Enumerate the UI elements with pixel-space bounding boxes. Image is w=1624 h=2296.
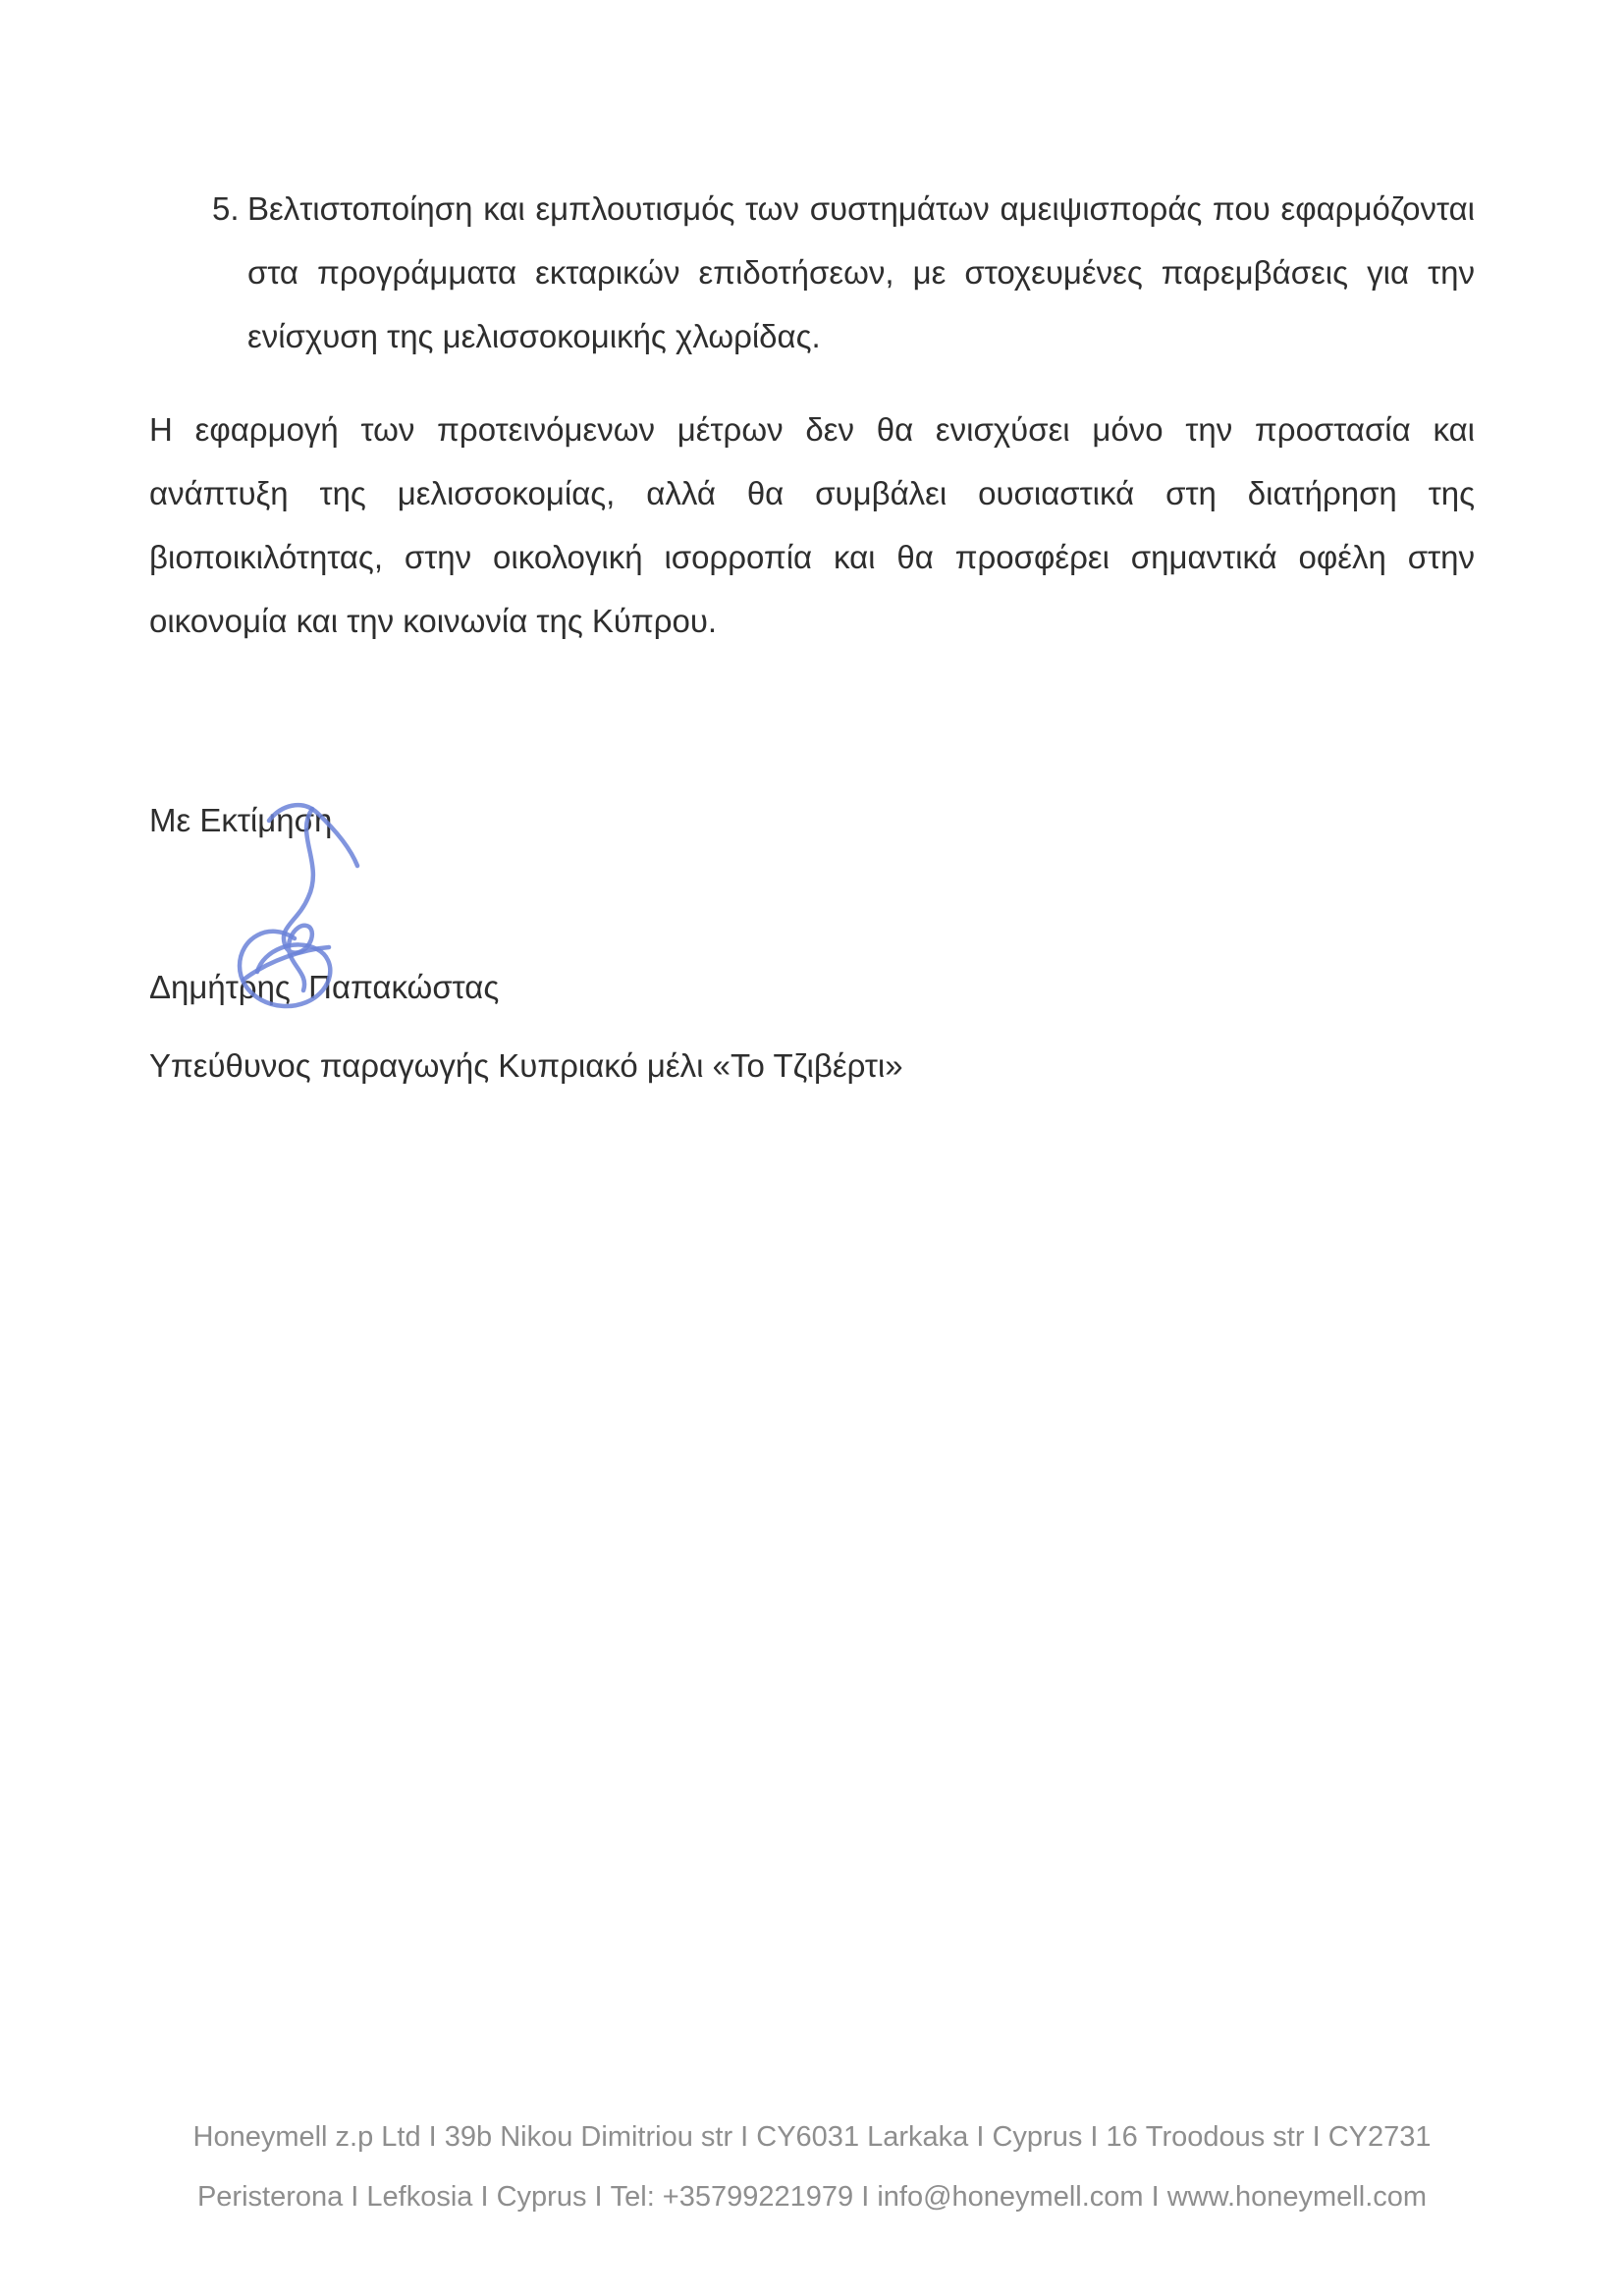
letterhead-footer [0,2108,1624,2227]
footer-line-2: Peristerona Ι Lefkosia Ι Cyprus Ι Tel: +35799221979 Ι info@honeymell.com Ι www.honeymell.com [196,2181,1428,2213]
signatory-role: Υπεύθυνος παραγωγής Κυπριακό μέλι «Το Τζιβέρτι» [149,1047,903,1084]
closing-salutation: Με Εκτίμηση [149,802,333,838]
letter-body [149,177,1475,1097]
footer-line-1: Honeymell z.p Ltd Ι 39b Nikou Dimitriou str Ι CY6031 Larkaka Ι Cyprus Ι 16 Troodous str Ι CY2731 [192,2121,1432,2153]
signatory-name: Δημήτρης Παπακώστας [149,969,500,1005]
body-paragraph: Η εφαρμογή των προτεινόμενων μέτρων δεν θα ενισχύσει μόνο την προστασία και ανάπτυξη της μελισσοκομίας, αλλά θα συμβάλει ουσιαστικά στη διατήρηση της βιοποικιλότητας, στην οικολογική ισορροπία και θα προσφέρει σημαντικά οφέλη στην οικονομία και την κοινωνία της Κύπρου. [149,411,1475,639]
list-item-number: 5. [212,190,240,227]
list-item-text: Βελτιστοποίηση και εμπλουτισμός των συστημάτων αμειψισποράς που εφαρμόζονται στα προγράμματα εκταρικών επιδοτήσεων, με στοχευμένες παρεμβάσεις για την ενίσχυση της μελισσοκομικής χλωρίδας. [247,190,1475,354]
numbered-list-item-5 [212,177,1475,368]
